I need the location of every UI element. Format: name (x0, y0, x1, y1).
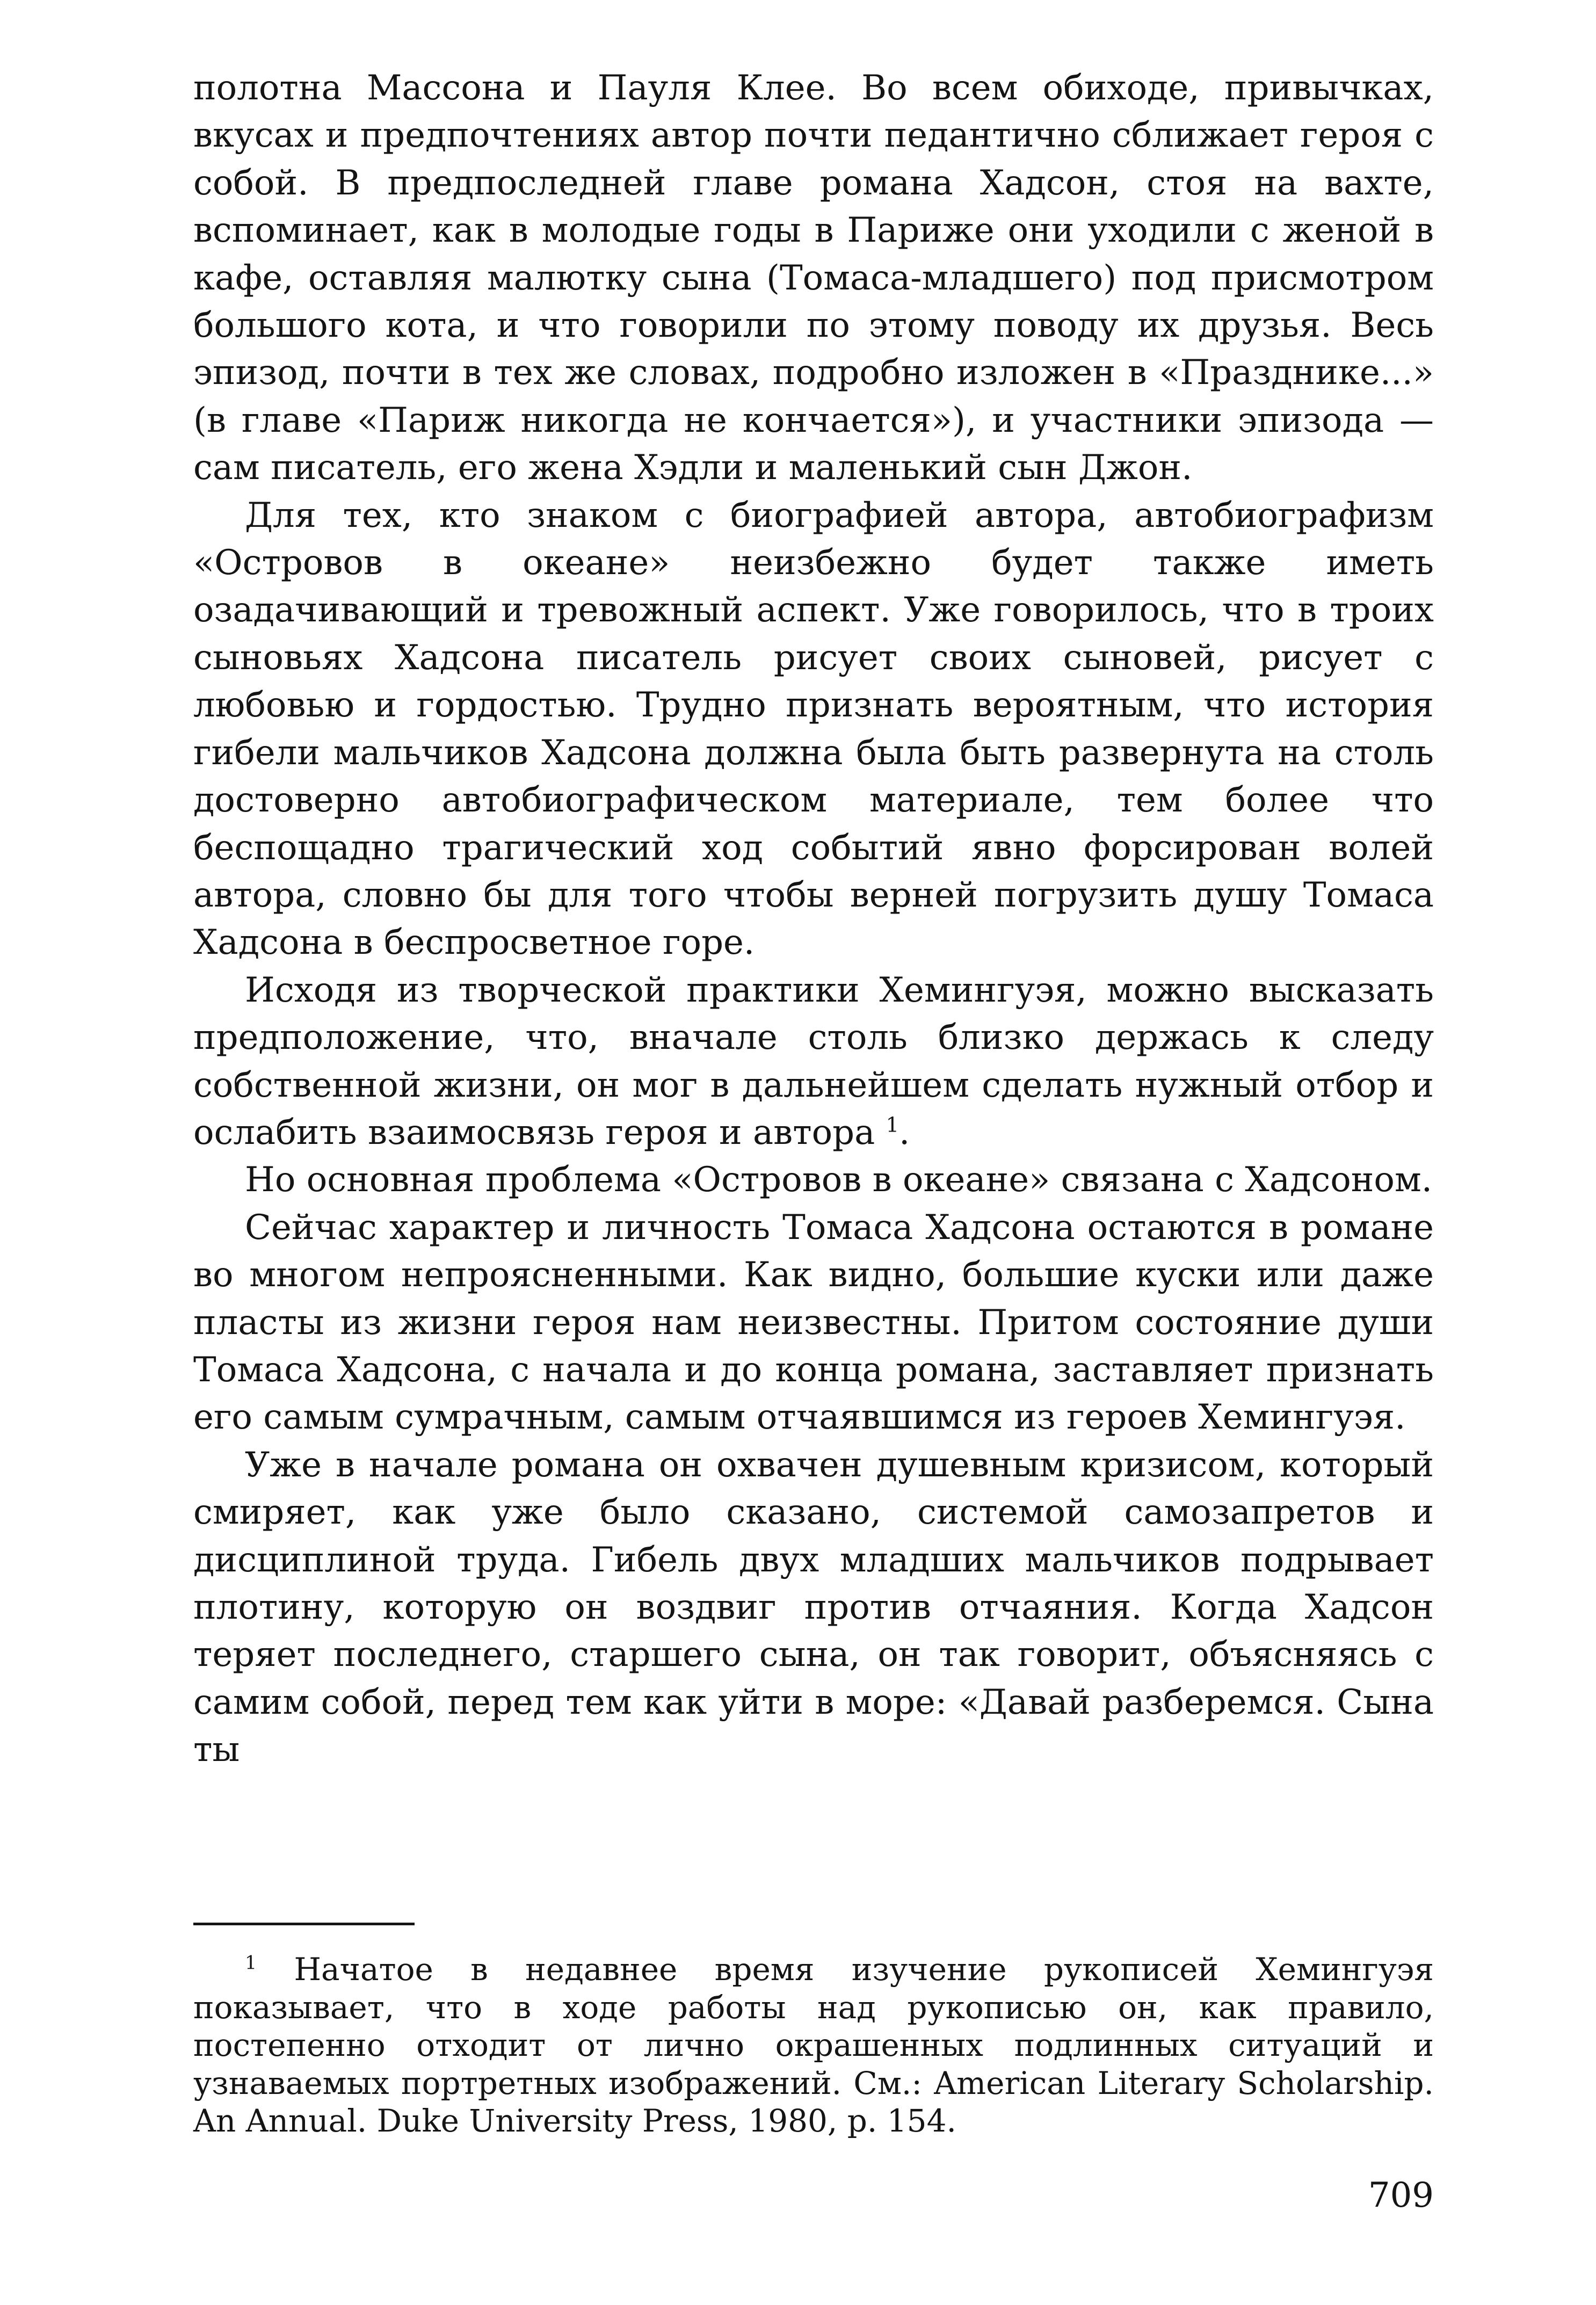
body-text (193, 64, 1434, 1774)
footnote-marker: 1 (245, 1952, 257, 1974)
paragraph-2: Для тех, кто знаком с биографией автора, автобиографизм «Островов в океане» неизбежно будет также иметь озадачивающий и тревожный аспект. Уже говорилось, что в троих сыновьях Хадсона писатель рисует своих сыновей, рисует с любовью и гордостью. Трудно признать вероятным, что история гибели мальчиков Хадсона должна была быть развернута на столь достоверно автобиографическом материале, тем более что беспощадно трагический ход событий явно форсирован волей автора, словно бы для того чтобы верней погрузить душу Томаса Хадсона в беспросветное горе. (193, 495, 1434, 963)
footnote-reference: 1 (886, 1113, 899, 1137)
paragraph-3-text: Исходя из творческой практики Хемингуэя, можно высказать предположение, что, вначале столь близко держась к следу собственной жизни, он мог в дальнейшем сделать нужный отбор и ослабить взаимосвязь героя и автора (193, 970, 1434, 1152)
footnote (193, 1951, 1434, 2140)
paragraph-1: полотна Массона и Пауля Клее. Во всем обиходе, привычках, вкусах и предпочтениях автор почти педантично сближает героя с собой. В предпоследней главе романа Хадсон, стоя на вахте, вспоминает, как в молодые годы в Париже они уходили с женой в кафе, оставляя малютку сына (Томаса-младшего) под присмотром большого кота, и что говорили по этому поводу их друзья. Весь эпизод, почти в тех же словах, подробно изложен в «Празднике...» (в главе «Париж никогда не кончается»), и участники эпизода — сам писатель, его жена Хэдли и маленький сын Джон. (193, 68, 1434, 488)
paragraph-4: Но основная проблема «Островов в океане» связана с Хадсоном. (245, 1160, 1433, 1200)
footnote-divider (193, 1923, 415, 1925)
paragraph-3-end: . (899, 1112, 910, 1152)
paragraph-6: Уже в начале романа он охвачен душевным кризисом, который смиряет, как уже было сказано, системой самозапретов и дисциплиной труда. Гибель двух младших мальчиков подрывает плотину, которую он воздвиг против отчаяния. Когда Хадсон теряет последнего, старшего сына, он так говорит, объясняясь с самим собой, перед тем как уйти в море: «Давай разберемся. Сына ты (193, 1445, 1434, 1770)
paragraph-3 (193, 967, 1434, 1157)
footnote-text: Начатое в недавнее время изучение рукописей Хемингуэя показывает, что в ходе работы над рукописью он, как правило, постепенно отходит от лично окрашенных подлинных ситуаций и узнаваемых портретных изображений. См.: American Literary Scholarship. An Annual. Duke University Press, 1980, p. 154. (193, 1951, 1434, 2139)
paragraph-5: Сейчас характер и личность Томаса Хадсона остаются в романе во многом непроясненными. Как видно, большие куски или даже пласты из жизни героя нам неизвестны. Притом состояние души Томаса Хадсона, с начала и до конца романа, заставляет признать его самым сумрачным, самым отчаявшимся из героев Хемингуэя. (193, 1207, 1434, 1438)
page-number: 709 (1368, 2176, 1434, 2215)
